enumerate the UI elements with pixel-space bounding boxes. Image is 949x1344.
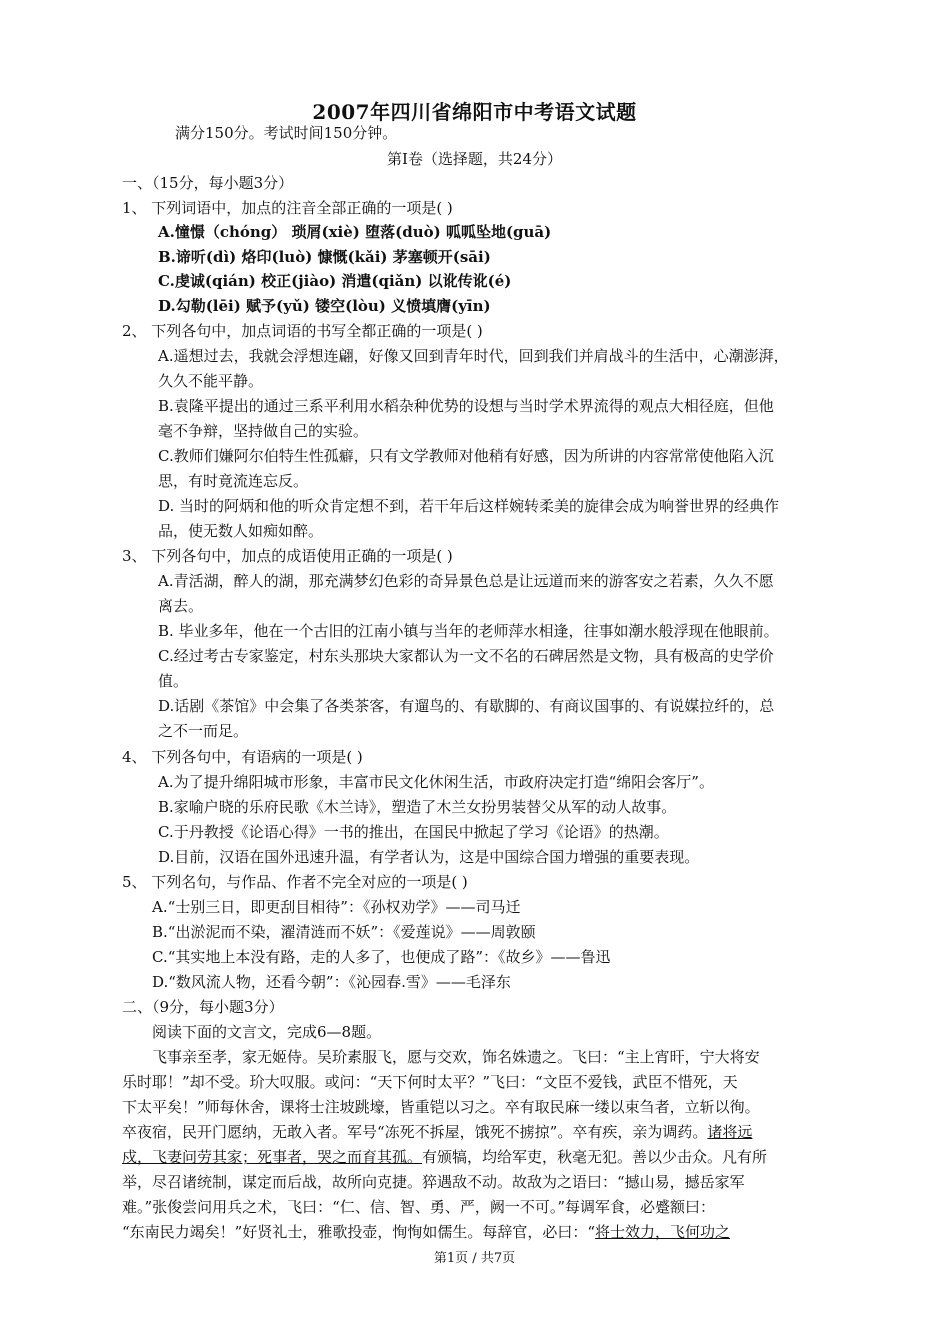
passage-line-5 (122, 1147, 767, 1167)
q5-option-b: B.“出淤泥而不染，濯清涟而不妖”：《爱莲说》——周敦颐 (152, 923, 536, 941)
section-2-header: 二、（9分，每小题3分） (122, 998, 284, 1016)
q2-option-a-line1: A.遥想过去，我就会浮想连翩，好像又回到青年时代，回到我们并肩战斗的生活中，心潮澎湃， (158, 347, 789, 365)
reading-instruction: 阅读下面的文言文，完成6—8题。 (152, 1023, 382, 1041)
q4-option-a: A.为了提升绵阳城市形象，丰富市民文化休闲生活，市政府决定打造“绵阳会客厅”。 (158, 773, 714, 791)
q4-option-c: C.于丹教授《论语心得》一书的推出，在国民中掀起了学习《论语》的热潮。 (158, 823, 669, 841)
q2-option-b-line2: 毫不争辩，坚持做自己的实验。 (158, 422, 369, 440)
passage-line-7: 难。”张俊尝问用兵之术，飞曰：“仁、信、智、勇、严，阙一不可。”每调军食，必蹙额曰： (122, 1198, 716, 1216)
passage-line-4-text: 卒夜宿，民开门愿纳，无敢入者。军号“冻死不拆屋，饿死不掳掠”。卒有疾，亲为调药。 (122, 1123, 708, 1141)
page-title: 2007年四川省绵阳市中考语文试题 (312, 100, 637, 124)
passage-line-6: 举，尽召诸统制，谋定而后战，故所向克捷。猝遇敌不动。故敌为之语曰：“撼山易，撼岳家军 (122, 1173, 745, 1191)
q5-option-c: C.“其实地上本没有路，走的人多了，也便成了路”：《故乡》——鲁迅 (152, 948, 611, 966)
q1-option-c: C.虔诚(qián) 校正(jiào) 消遣(qiǎn) 以讹传讹(é) (158, 272, 512, 290)
q3-option-c-line2: 值。 (158, 672, 189, 690)
q4-stem: 4、 下列各句中，有语病的一项是( ) (122, 748, 363, 766)
q3-option-a-line2: 离去。 (158, 597, 204, 615)
q1-option-d: D.勾勒(lēi) 赋予(yǔ) 镂空(lòu) 义愤填膺(yīn) (158, 297, 491, 315)
q1-option-b: B.谛听(dì) 烙印(luò) 慷慨(kǎi) 茅塞顿开(sāi) (158, 248, 491, 266)
q2-option-a-line2: 久久不能平静。 (158, 372, 264, 390)
q3-option-d-line1: D.话剧《茶馆》中会集了各类茶客，有遛鸟的、有歇脚的、有商议国事的、有说媒拉纤的，总 (158, 697, 775, 715)
passage-line-4 (122, 1122, 752, 1142)
q3-option-c-line1: C.经过考古专家鉴定，村东头那块大家都认为一文不名的石碑居然是文物，具有极高的史学价 (158, 647, 774, 665)
passage-underlined-3: 将士效力，飞何功之 (595, 1223, 731, 1241)
q4-option-d: D.目前，汉语在国外迅速升温，有学者认为，这是中国综合国力增强的重要表现。 (158, 848, 700, 866)
q5-stem: 5、 下列名句，与作品、作者不完全对应的一项是( ) (122, 873, 468, 891)
q3-option-a-line1: A.青活湖，醉人的湖，那充满梦幻色彩的奇异景色总是让远道而来的游客安之若素，久久不愿 (158, 572, 774, 590)
q5-option-d: D.“数风流人物，还看今朝”：《沁园春.雪》——毛泽东 (152, 973, 511, 991)
q3-option-b: B. 毕业多年，他在一个古旧的江南小镇与当年的老师萍水相逢，往事如潮水般浮现在他眼前。 (158, 622, 779, 640)
passage-underlined-1: 诸将远 (707, 1123, 753, 1141)
section-1-header: 一、（15分，每小题3分） (122, 174, 294, 192)
q4-option-b: B.家喻户晓的乐府民歌《木兰诗》，塑造了木兰女扮男装替父从军的动人故事。 (158, 798, 677, 816)
q2-option-c-line1: C.教师们嫌阿尔伯特生性孤癖，只有文学教师对他稍有好感，因为所讲的内容常常使他陷入沉 (158, 447, 774, 465)
passage-line-8 (122, 1222, 730, 1242)
q1-option-a: A.憧憬（chóng） 琐屑(xiè) 堕落(duò) 呱呱坠地(guā) (158, 223, 552, 241)
q2-option-d-line2: 品，使无数人如痴如醉。 (158, 522, 324, 540)
q2-option-b-line1: B.袁隆平提出的通过三系平利用水稻杂种优势的设想与当时学术界流得的观点大相径庭，但他 (158, 397, 774, 415)
passage-line-3: 下太平矣！”师每休舍，课将士注坡跳壕，皆重铠以习之。卒有取民麻一缕以束刍者，立斩以徇。 (122, 1098, 760, 1116)
passage-line-2: 乐时耶！”却不受。玠大叹服。或问：“天下何时太平？”飞曰：“文臣不爱钱，武臣不惜死，天 (122, 1073, 738, 1091)
subtitle: 满分150分。考试时间150分钟。 (175, 124, 398, 142)
q1-stem: 1、 下列词语中，加点的注音全部正确的一项是( ) (122, 199, 453, 217)
q2-stem: 2、 下列各句中，加点词语的书写全都正确的一项是( ) (122, 322, 483, 340)
passage-line-5-text: 有颁犒，均给军吏，秋毫无犯。善以少击众。凡有所 (422, 1148, 768, 1166)
q5-option-a: A.“士别三日，即更刮目相待”：《孙权劝学》——司马迁 (152, 898, 521, 916)
passage-line-1: 飞事亲至孝，家无姬侍。吴玠素服飞，愿与交欢，饰名姝遗之。飞曰：“主上宵旰，宁大将安 (152, 1048, 760, 1066)
passage-underlined-2: 戍，飞妻问劳其家；死事者，哭之而育其孤。 (122, 1148, 423, 1166)
q2-option-d-line1: D. 当时的阿炳和他的听众肯定想不到，若干年后这样婉转柔美的旋律会成为响誉世界的经典作 (158, 497, 780, 515)
q3-stem: 3、 下列各句中，加点的成语使用正确的一项是( ) (122, 547, 453, 565)
volume-heading: 第Ⅰ卷（选择题，共24分） (386, 150, 562, 168)
q2-option-c-line2: 思，有时竟流连忘反。 (158, 472, 309, 490)
page-footer: 第1页 / 共7页 (433, 1251, 516, 1266)
passage-line-8-text: “东南民力竭矣！”好贤礼士，雅歌投壶，恂恂如儒生。每辞官，必曰：“ (122, 1223, 596, 1241)
q3-option-d-line2: 之不一而足。 (158, 722, 249, 740)
